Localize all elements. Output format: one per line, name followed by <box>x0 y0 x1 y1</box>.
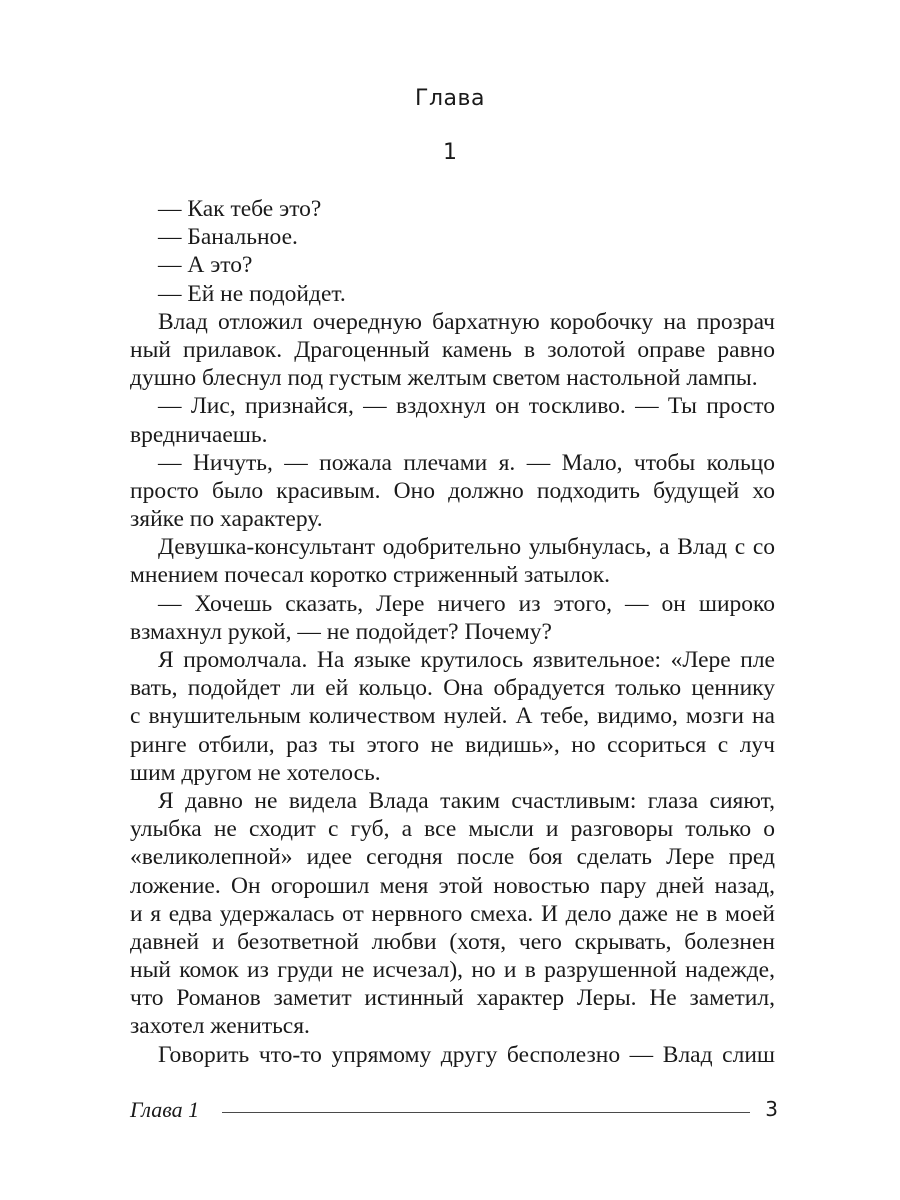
text-line: Я давно не видела Влада таким счастливым: глаза сияют, <box>158 787 775 814</box>
text-line: — А это? <box>158 252 253 279</box>
body-text <box>130 195 775 1069</box>
chapter-number: 1 <box>443 140 457 165</box>
text-line: мнением почесал коротко стриженный затылок. <box>130 562 610 589</box>
text-line: ный комок из груди не исчезал), но и в разрушенной надежде, <box>130 957 775 984</box>
text-line: Влад отложил очередную бархатную коробочку на прозрач <box>158 308 775 335</box>
footer-rule <box>222 1112 750 1113</box>
text-line: — Ничуть, — пожала плечами я. — Мало, чтобы кольцо <box>158 449 775 476</box>
text-line: что Романов заметит истинный характер Леры. Не заметил, <box>130 985 775 1012</box>
text-line: ринге отбили, раз ты этого не видишь», но ссориться с луч <box>130 731 775 758</box>
text-line: с внушительным количеством нулей. А тебе, видимо, мозги на <box>130 703 775 730</box>
text-line: захотел жениться. <box>130 1013 310 1040</box>
text-line: вредничаешь. <box>130 421 268 448</box>
text-line: «великолепной» идее сегодня после боя сделать Лере пред <box>130 844 775 871</box>
text-line: ный прилавок. Драгоценный камень в золотой оправе равно <box>130 336 775 363</box>
text-line: просто было красивым. Оно должно подходить будущей хо <box>130 477 775 504</box>
text-line: — Банальное. <box>158 224 298 251</box>
text-line: ложение. Он огорошил меня этой новостью пару дней назад, <box>130 872 775 899</box>
text-line: — Ей не подойдет. <box>158 280 346 307</box>
chapter-heading: Глава <box>415 86 485 111</box>
text-line: Девушка-консультант одобрительно улыбнулась, а Влад с со <box>158 534 775 561</box>
text-line: взмахнул рукой, — не подойдет? Почему? <box>130 618 552 645</box>
text-line: Я промолчала. На языке крутилось язвительное: «Лере пле <box>158 647 775 673</box>
text-line: улыбка не сходит с губ, а все мысли и разговоры только о <box>130 816 775 843</box>
text-line: Говорить что-то упрямому другу бесполезно — Влад слиш <box>158 1041 775 1068</box>
text-line: зяйке по характеру. <box>130 506 323 533</box>
text-line: и я едва удержалась от нервного смеха. И дело даже не в моей <box>130 900 775 927</box>
text-line: — Лис, признайся, — вздохнул он тоскливо. — Ты просто <box>158 393 775 420</box>
text-line: — Хочешь сказать, Лере ничего из этого, — он широко <box>158 590 775 617</box>
text-line: шим другом не хотелось. <box>130 759 381 786</box>
running-title: Глава 1 <box>130 1097 200 1122</box>
page-number: 3 <box>765 1097 778 1121</box>
text-line: давней и безответной любви (хотя, чего скрывать, болезнен <box>130 928 775 955</box>
text-line: — Как тебе это? <box>158 196 322 222</box>
text-line: вать, подойдет ли ей кольцо. Она обрадуется только ценнику <box>130 675 775 702</box>
text-line: душно блеснул под густым желтым светом настольной лампы. <box>130 365 758 392</box>
